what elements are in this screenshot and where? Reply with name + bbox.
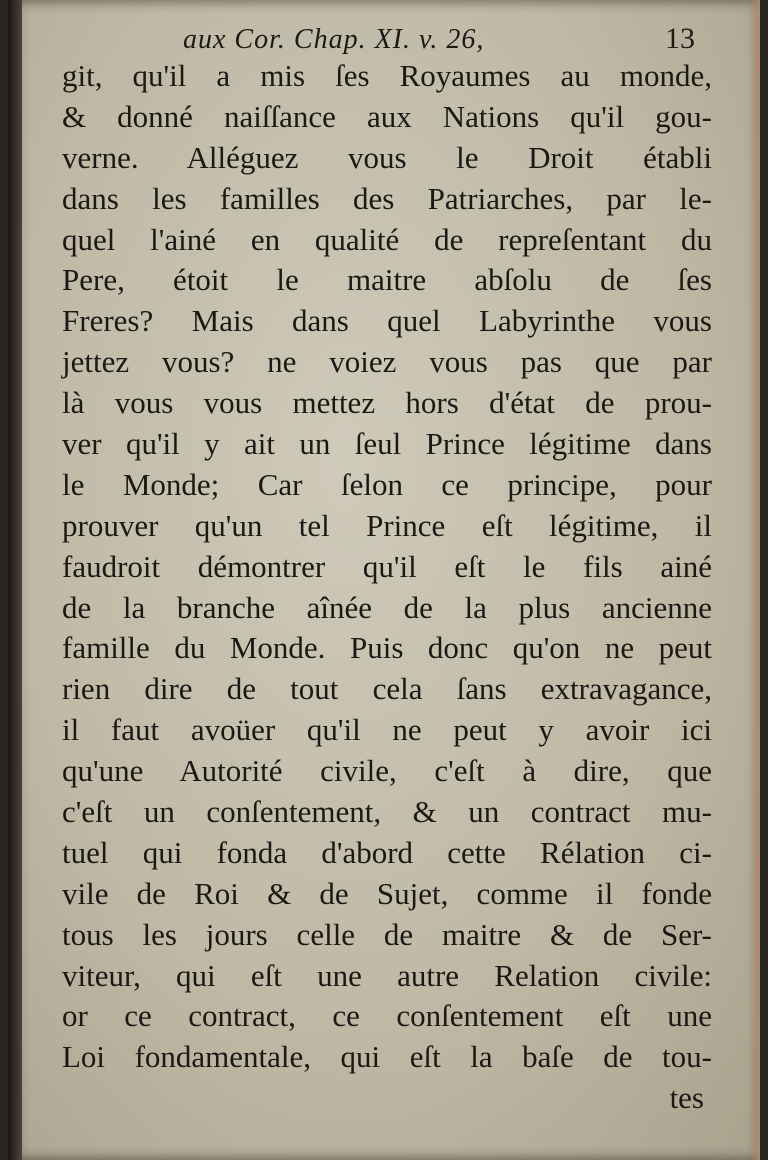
text-line: rien dire de tout cela ſans extravagance, xyxy=(62,671,712,707)
text-line: tous les jours celle de maitre & de Ser- xyxy=(62,916,712,952)
running-head: aux Cor. Chap. XI. v. 26, xyxy=(183,24,485,55)
text-line: de la branche aînée de la plus ancienne xyxy=(62,589,712,625)
book-binding xyxy=(8,0,22,1160)
text-line: & donné naiſſance aux Nations qu'il gou- xyxy=(62,98,712,134)
text-line: verne. Alléguez vous le Droit établi xyxy=(62,139,712,175)
book-page xyxy=(8,0,760,1160)
text-line: famille du Monde. Puis donc qu'on ne peut xyxy=(62,630,712,666)
text-line: jettez vous? ne voiez vous pas que par xyxy=(62,344,712,380)
text-line: qu'une Autorité civile, c'eſt à dire, que xyxy=(62,753,712,789)
text-line: ver qu'il y ait un ſeul Prince légitime dans xyxy=(62,426,712,462)
text-line: le Monde; Car ſelon ce principe, pour xyxy=(62,466,712,502)
body-text xyxy=(62,56,712,1119)
text-line: faudroit démontrer qu'il eſt le fils ainé xyxy=(62,548,712,584)
text-line: viteur, qui eſt une autre Relation civile: xyxy=(62,957,712,993)
page-number: 13 xyxy=(665,22,695,55)
text-line: c'eſt un conſentement, & un contract mu- xyxy=(62,794,712,830)
text-line: prouver qu'un tel Prince eſt légitime, il xyxy=(62,507,712,543)
page-edge xyxy=(750,0,760,1160)
text-line: tuel qui fonda d'abord cette Rélation ci- xyxy=(62,834,712,870)
text-line: Freres? Mais dans quel Labyrinthe vous xyxy=(62,303,712,339)
text-line: Loi fondamentale, qui eſt la baſe de tou- xyxy=(62,1039,712,1075)
text-line: vile de Roi & de Sujet, comme il fonde xyxy=(62,875,712,911)
text-line: Pere, étoit le maitre abſolu de ſes xyxy=(62,262,712,298)
text-line: dans les familles des Patriarches, par le- xyxy=(62,180,712,216)
catchword: tes xyxy=(669,1080,704,1116)
text-line: git, qu'il a mis ſes Royaumes au monde, xyxy=(62,58,712,93)
text-line: il faut avoüer qu'il ne peut y avoir ici xyxy=(62,712,712,748)
text-line: or ce contract, ce conſentement eſt une xyxy=(62,998,712,1034)
text-line: là vous vous mettez hors d'état de prou- xyxy=(62,385,712,421)
text-line: quel l'ainé en qualité de repreſentant du xyxy=(62,221,712,257)
